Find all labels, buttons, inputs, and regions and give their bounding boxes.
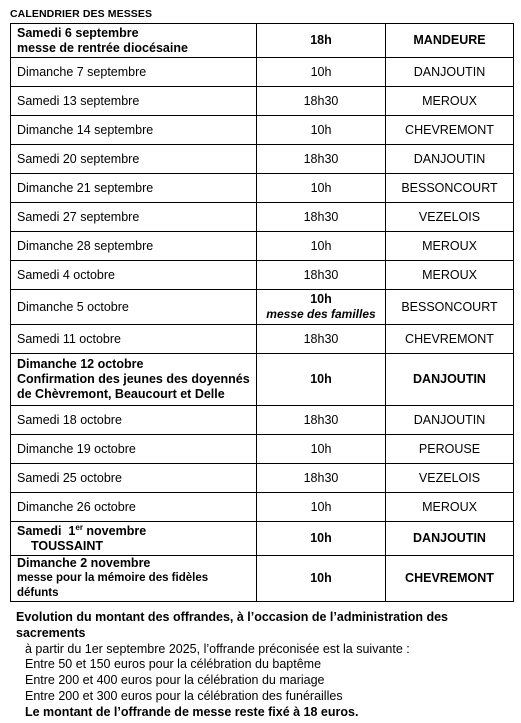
date-text [17, 524, 250, 539]
time-cell [257, 290, 386, 325]
date-note-2: de Chèvremont, Beaucourt et Delle [17, 387, 225, 401]
date-cell: Dimanche 26 octobre [11, 493, 257, 522]
time-cell: 10h [257, 232, 386, 261]
date-cell: Dimanche 14 septembre [11, 116, 257, 145]
place-cell: VEZELOIS [386, 203, 514, 232]
table-row [11, 203, 514, 232]
date-text: Dimanche 12 octobre [17, 357, 144, 371]
date-text: Dimanche 2 novembre [17, 556, 151, 570]
date-cell: Samedi 11 octobre [11, 325, 257, 354]
time-note: messe des familles [266, 307, 376, 321]
time-cell: 10h [257, 354, 386, 406]
table-row [11, 556, 514, 602]
time-text: 10h [310, 292, 332, 306]
date-cell [11, 556, 257, 602]
date-cell: Samedi 27 septembre [11, 203, 257, 232]
time-cell: 10h [257, 435, 386, 464]
place-cell: CHEVREMONT [386, 325, 514, 354]
table-row [11, 435, 514, 464]
date-cell: Samedi 13 septembre [11, 87, 257, 116]
date-cell: Samedi 4 octobre [11, 261, 257, 290]
place-cell: PEROUSE [386, 435, 514, 464]
table-row [11, 145, 514, 174]
place-cell: MANDEURE [386, 24, 514, 58]
time-cell: 10h [257, 522, 386, 556]
place-cell: CHEVREMONT [386, 556, 514, 602]
calendar-title: CALENDRIER DES MESSES [10, 8, 153, 20]
date-cell: Dimanche 28 septembre [11, 232, 257, 261]
offrande-item: Entre 200 et 400 euros pour la célébration du mariage [25, 673, 325, 688]
offrandes-final: Le montant de l’offrande de messe reste fixé à 18 euros. [25, 704, 359, 719]
table-row [11, 24, 514, 58]
time-cell: 10h [257, 493, 386, 522]
time-cell: 18h30 [257, 325, 386, 354]
date-suffix: novembre [82, 523, 147, 538]
table-row [11, 261, 514, 290]
time-cell: 18h30 [257, 87, 386, 116]
table-row [11, 493, 514, 522]
offrande-item: Entre 200 et 300 euros pour la célébration des funérailles [25, 688, 343, 703]
table-row [11, 232, 514, 261]
place-cell: VEZELOIS [386, 464, 514, 493]
mass-schedule-table [10, 23, 514, 602]
time-cell: 10h [257, 58, 386, 87]
place-cell: MEROUX [386, 87, 514, 116]
date-text: Samedi 6 septembre [17, 25, 139, 40]
table-row [11, 354, 514, 406]
place-cell: DANJOUTIN [386, 145, 514, 174]
offrandes-section [16, 610, 516, 721]
time-cell: 18h [257, 24, 386, 58]
offrandes-intro: à partir du 1er septembre 2025, l’offrande préconisée est la suivante : [25, 641, 410, 656]
date-cell [11, 24, 257, 58]
table-row [11, 464, 514, 493]
place-cell: MEROUX [386, 232, 514, 261]
date-note-text: TOUSSAINT [31, 538, 103, 553]
table-row [11, 58, 514, 87]
offrande-item: Entre 50 et 150 euros pour la célébration du baptême [25, 657, 322, 672]
date-cell: Dimanche 19 octobre [11, 435, 257, 464]
table-row [11, 174, 514, 203]
place-cell: MEROUX [386, 261, 514, 290]
date-cell [11, 354, 257, 406]
table-row [11, 290, 514, 325]
date-prefix: Samedi 1 [17, 523, 76, 538]
offrandes-title: Evolution du montant des offrandes, à l’occasion de l’administration des sacrements [16, 610, 449, 640]
table-row [11, 325, 514, 354]
time-cell: 10h [257, 116, 386, 145]
time-cell: 18h30 [257, 261, 386, 290]
place-cell: DANJOUTIN [386, 522, 514, 556]
place-cell: DANJOUTIN [386, 406, 514, 435]
time-cell: 10h [257, 174, 386, 203]
date-note: messe pour la mémoire des fidèles défunts [17, 572, 209, 599]
date-cell: Samedi 25 octobre [11, 464, 257, 493]
table-row [11, 87, 514, 116]
table-row [11, 406, 514, 435]
date-cell: Samedi 18 octobre [11, 406, 257, 435]
place-cell: MEROUX [386, 493, 514, 522]
time-cell: 10h [257, 556, 386, 602]
table-row [11, 116, 514, 145]
time-cell: 18h30 [257, 203, 386, 232]
date-cell: Dimanche 21 septembre [11, 174, 257, 203]
place-cell: BESSONCOURT [386, 174, 514, 203]
place-cell: DANJOUTIN [386, 354, 514, 406]
date-cell [11, 522, 257, 556]
date-cell: Samedi 20 septembre [11, 145, 257, 174]
date-note: Confirmation des jeunes des doyennés [17, 372, 250, 386]
table-row [11, 522, 514, 556]
time-cell: 18h30 [257, 464, 386, 493]
date-cell: Dimanche 7 septembre [11, 58, 257, 87]
date-note [17, 539, 250, 554]
place-cell: DANJOUTIN [386, 58, 514, 87]
date-note: messe de rentrée diocésaine [17, 40, 188, 55]
place-cell: CHEVREMONT [386, 116, 514, 145]
time-cell: 18h30 [257, 406, 386, 435]
time-cell: 18h30 [257, 145, 386, 174]
place-cell: BESSONCOURT [386, 290, 514, 325]
date-superscript: er [75, 522, 83, 532]
date-cell: Dimanche 5 octobre [11, 290, 257, 325]
